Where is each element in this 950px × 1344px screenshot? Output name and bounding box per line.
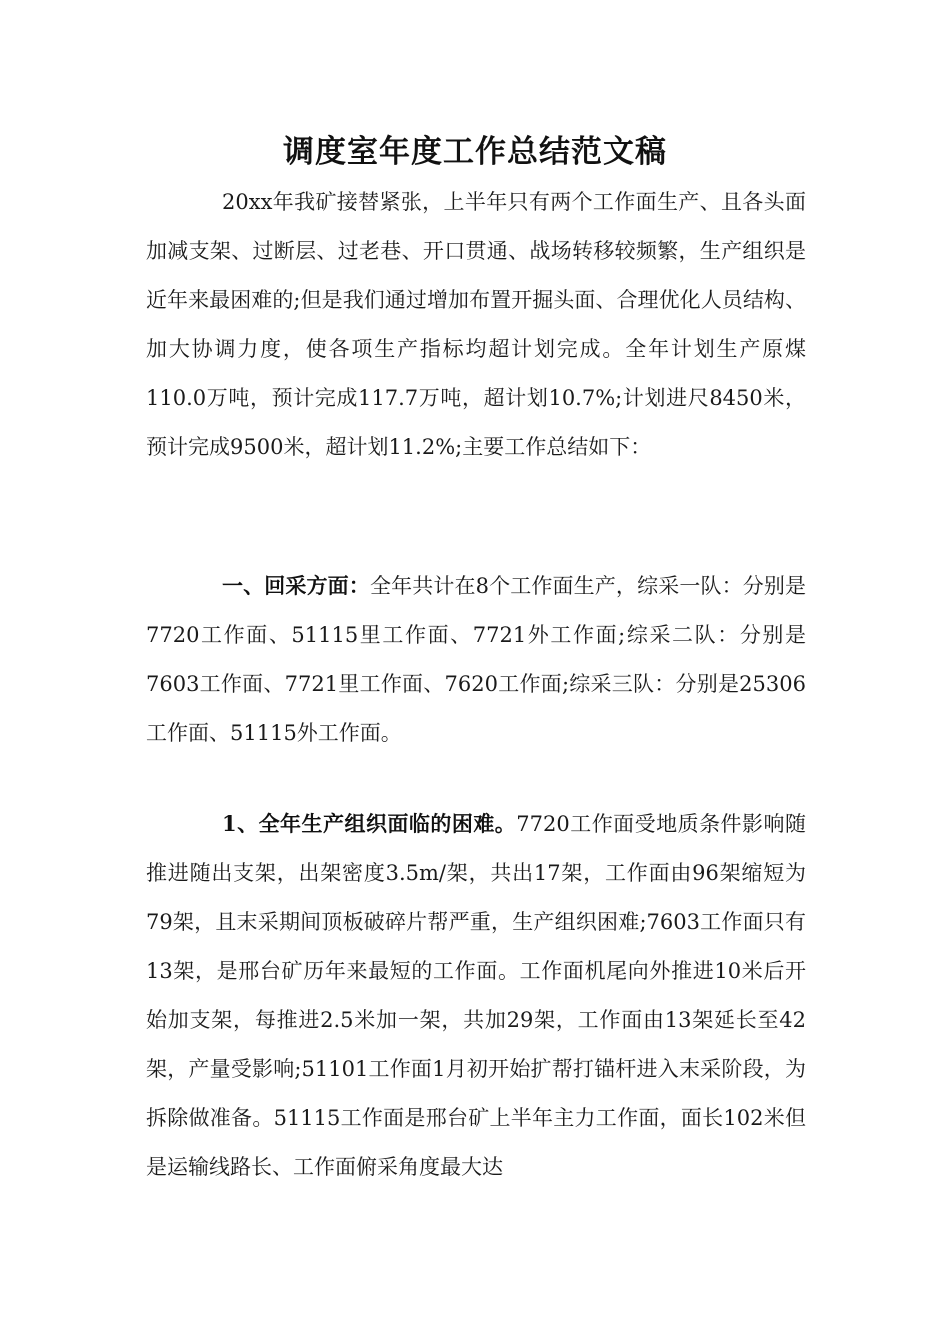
document-title: 调度室年度工作总结范文稿 xyxy=(283,134,667,170)
paragraph-difficulties xyxy=(146,799,806,1192)
paragraph-heading: 一、回采方面： xyxy=(222,573,370,598)
paragraph-text: 20xx年我矿接替紧张，上半年只有两个工作面生产、且各头面加减支架、过断层、过老巷、开口贯通、战场转移较频繁，生产组织是近年来最困难的;但是我们通过增加布置开掘头面、合理优化人员结构、加大协调力度，使各项生产指标均超计划完成。全年计划生产原煤110.0万吨，预计完成117.7万吨，超计划10.7%;计划进尺8450米，预计完成9500米，超计划11.2%;主要工作总结如下： xyxy=(146,190,806,459)
paragraph-text: 全年共计在8个工作面生产，综采一队：分别是7720工作面、51115里工作面、7721外工作面;综采二队：分别是7603工作面、7721里工作面、7620工作面;综采三队：分别是25306工作面、51115外工作面。 xyxy=(146,574,807,745)
paragraph-intro xyxy=(146,177,806,472)
paragraph-text: 7720工作面受地质条件影响随推进随出支架，出架密度3.5m/架，共出17架，工作面由96架缩短为79架，且末采期间顶板破碎片帮严重，生产组织困难;7603工作面只有13架，是邢台矿历年来最短的工作面。工作面机尾向外推进10米后开始加支架，每推进2.5米加一架，共加29架，工作面由13架延长至42架，产量受影响;51101工作面1月初开始扩帮打锚杆进入末采阶段，为拆除做准备。51115工作面是邢台矿上半年主力工作面，面长102米但是运输线路长、工作面俯采角度最大达 xyxy=(146,812,806,1179)
paragraph-mining-section xyxy=(146,561,806,758)
paragraph-heading: 1、全年生产组织面临的困难。 xyxy=(222,811,517,836)
